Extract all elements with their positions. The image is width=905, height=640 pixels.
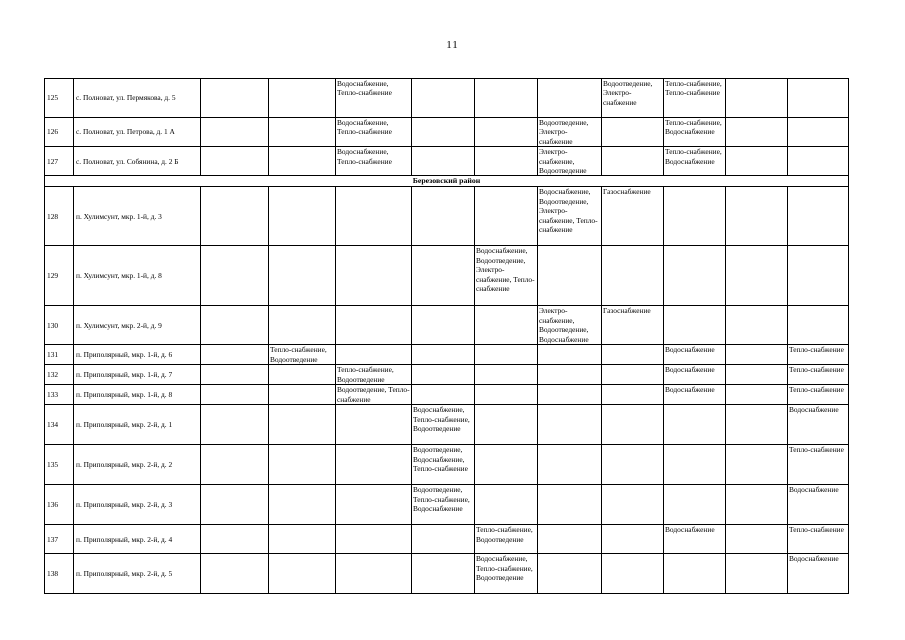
year-cell (538, 385, 602, 405)
year-cell (475, 118, 538, 147)
year-cell (269, 525, 336, 554)
year-cell (201, 147, 269, 176)
table-row (45, 365, 849, 385)
row-number: 134 (45, 405, 74, 445)
year-cell (412, 118, 475, 147)
year-cell (269, 306, 336, 345)
year-cell (602, 118, 664, 147)
year-cell (475, 187, 538, 246)
year-cell (336, 554, 412, 594)
year-cell (602, 405, 664, 445)
year-cell (602, 345, 664, 365)
year-cell (602, 485, 664, 525)
year-cell (412, 79, 475, 118)
year-cell: Водоотведение, Тепло-снабжение (337, 385, 410, 404)
row-number: 136 (45, 485, 74, 525)
year-cell (201, 118, 269, 147)
year-cell (664, 306, 726, 345)
table-row (45, 118, 849, 147)
year-cell (201, 79, 269, 118)
row-number: 135 (45, 445, 74, 485)
year-cell: Водоснабжение, Водоотведение, Электро-снабжение, Тепло-снабжение (538, 187, 602, 246)
year-cell (412, 385, 475, 405)
building-address: с. Полноват, ул. Собянина, д. 2 Б (74, 147, 201, 176)
year-cell (726, 345, 788, 365)
year-cell (336, 246, 412, 306)
year-cell: Водоснабжение, Тепло-снабжение, Водоотведение (475, 554, 538, 594)
year-cell (664, 246, 726, 306)
row-number: 138 (45, 554, 74, 594)
year-cell: Водоснабжение, Тепло-снабжение, Водоотведение (412, 405, 475, 445)
year-cell: Водоотведение, Электро-снабжение (538, 118, 602, 147)
year-cell: Водоснабжение (664, 525, 726, 554)
year-cell (726, 445, 788, 485)
year-cell (201, 306, 269, 345)
year-cell (538, 79, 602, 118)
year-cell: Газоснабжение (602, 306, 664, 345)
year-cell (475, 385, 538, 405)
year-cell (201, 385, 269, 405)
row-number: 131 (45, 345, 74, 365)
year-cell: Водоснабжение (664, 365, 726, 385)
table-row (45, 405, 849, 445)
year-cell (726, 79, 788, 118)
year-cell (412, 554, 475, 594)
section-header-row (45, 176, 849, 187)
year-cell (538, 554, 602, 594)
building-address: п. Хулимсунт, мкр. 1-й, д. 3 (74, 187, 201, 246)
row-number: 127 (45, 147, 74, 176)
year-cell (201, 554, 269, 594)
table-row (45, 485, 849, 525)
year-cell (726, 306, 788, 345)
year-cell (269, 385, 336, 405)
year-cell: Тепло-снабжение, Водоснабжение (664, 147, 726, 176)
row-number: 128 (45, 187, 74, 246)
year-cell (269, 445, 336, 485)
year-cell (726, 385, 788, 405)
row-number: 126 (45, 118, 74, 147)
year-cell (726, 405, 788, 445)
year-cell (336, 445, 412, 485)
year-cell: Водоснабжение, Тепло-снабжение (336, 118, 412, 147)
year-cell (538, 485, 602, 525)
year-cell (336, 525, 412, 554)
year-cell (201, 345, 269, 365)
year-cell: Тепло-снабжение (788, 445, 849, 485)
year-cell (412, 187, 475, 246)
year-cell (412, 246, 475, 306)
table-row (45, 306, 849, 345)
year-cell (602, 445, 664, 485)
year-cell (269, 246, 336, 306)
year-cell (538, 525, 602, 554)
row-number: 133 (45, 385, 74, 405)
row-number: 137 (45, 525, 74, 554)
repair-schedule-table (44, 78, 849, 594)
year-cell (269, 118, 336, 147)
building-address: п. Хулимсунт, мкр. 1-й, д. 8 (74, 246, 201, 306)
building-address: п. Приполярный, мкр. 1-й, д. 8 (74, 385, 201, 405)
year-cell: Тепло-снабжение, Водоотведение (475, 525, 538, 554)
year-cell (538, 365, 602, 385)
table-row (45, 345, 849, 365)
year-cell (602, 365, 664, 385)
building-address: п. Хулимсунт, мкр. 2-й, д. 9 (74, 306, 201, 345)
year-cell (269, 187, 336, 246)
year-cell: Водоотведение, Электро-снабжение (602, 79, 664, 118)
year-cell (726, 187, 788, 246)
table-row (45, 246, 849, 306)
year-cell (602, 147, 664, 176)
year-cell (726, 147, 788, 176)
year-cell (412, 525, 475, 554)
building-address: с. Полноват, ул. Пермякова, д. 5 (74, 79, 201, 118)
year-cell (788, 79, 849, 118)
year-cell (726, 118, 788, 147)
year-cell: Водоснабжение, Тепло-снабжение (336, 147, 412, 176)
year-cell (726, 525, 788, 554)
year-cell (726, 554, 788, 594)
year-cell (726, 485, 788, 525)
year-cell (201, 405, 269, 445)
table-row (45, 385, 849, 405)
year-cell (412, 365, 475, 385)
year-cell (788, 246, 849, 306)
year-cell (538, 405, 602, 445)
page-number: 11 (446, 39, 459, 51)
year-cell (664, 405, 726, 445)
year-cell (664, 445, 726, 485)
year-cell (726, 246, 788, 306)
year-cell (475, 306, 538, 345)
year-cell (269, 147, 336, 176)
year-cell (538, 246, 602, 306)
year-cell: Водоснабжение, Тепло-снабжение (336, 79, 412, 118)
year-cell (269, 405, 336, 445)
table-row (45, 187, 849, 246)
year-cell (412, 306, 475, 345)
year-cell (475, 445, 538, 485)
year-cell: Тепло-снабжение (788, 385, 849, 405)
year-cell (269, 79, 336, 118)
year-cell (336, 306, 412, 345)
year-cell (475, 365, 538, 385)
year-cell: Водоснабжение (788, 405, 849, 445)
year-cell (664, 187, 726, 246)
year-cell: Тепло-снабжение, Водоснабжение (664, 118, 726, 147)
year-cell (538, 345, 602, 365)
year-cell (788, 306, 849, 345)
year-cell (475, 79, 538, 118)
year-cell: Тепло-снабжение (788, 365, 849, 385)
year-cell (201, 525, 269, 554)
year-cell: Водоснабжение (664, 345, 726, 365)
year-cell (336, 187, 412, 246)
year-cell: Водоотведение, Тепло-снабжение, Водоснабжение (412, 485, 475, 525)
year-cell (412, 147, 475, 176)
row-number: 130 (45, 306, 74, 345)
year-cell: Электро-снабжение, Водоотведение (538, 147, 602, 176)
building-address: п. Приполярный, мкр. 2-й, д. 1 (74, 405, 201, 445)
year-cell: Водоснабжение (788, 485, 849, 525)
year-cell: Тепло-снабжение (788, 525, 849, 554)
year-cell (201, 187, 269, 246)
year-cell: Тепло-снабжение (788, 345, 849, 365)
year-cell: Тепло-снабжение, Тепло-снабжение (664, 79, 726, 118)
year-cell: Электро-снабжение, Водоотведение, Водоснабжение (538, 306, 602, 345)
year-cell (664, 485, 726, 525)
year-cell: Водоснабжение (788, 554, 849, 594)
year-cell (475, 485, 538, 525)
building-address: п. Приполярный, мкр. 2-й, д. 4 (74, 525, 201, 554)
building-address: п. Приполярный, мкр. 2-й, д. 2 (74, 445, 201, 485)
section-title: Березовский район (45, 176, 849, 187)
year-cell (336, 345, 412, 365)
year-cell: Водоснабжение (664, 385, 726, 405)
year-cell (602, 525, 664, 554)
table-row (45, 79, 849, 118)
year-cell (788, 118, 849, 147)
row-number: 132 (45, 365, 74, 385)
year-cell (726, 365, 788, 385)
year-cell (269, 365, 336, 385)
year-cell (269, 485, 336, 525)
building-address: п. Приполярный, мкр. 2-й, д. 5 (74, 554, 201, 594)
table-row (45, 147, 849, 176)
building-address: п. Приполярный, мкр. 2-й, д. 3 (74, 485, 201, 525)
year-cell (602, 246, 664, 306)
year-cell: Тепло-снабжение, Водоотведение (336, 365, 412, 385)
year-cell (201, 445, 269, 485)
year-cell: Газоснабжение (602, 187, 664, 246)
year-cell (336, 405, 412, 445)
building-address: п. Приполярный, мкр. 1-й, д. 7 (74, 365, 201, 385)
year-cell (201, 365, 269, 385)
year-cell (664, 554, 726, 594)
year-cell (475, 147, 538, 176)
year-cell: Тепло-снабжение, Водоотведение (269, 345, 336, 365)
row-number: 125 (45, 79, 74, 118)
building-address: п. Приполярный, мкр. 1-й, д. 6 (74, 345, 201, 365)
year-cell (201, 246, 269, 306)
building-address: с. Полноват, ул. Петрова, д. 1 А (74, 118, 201, 147)
table-row (45, 445, 849, 485)
year-cell (602, 554, 664, 594)
year-cell (412, 345, 475, 365)
year-cell: Водоотведение, Водоснабжение, Тепло-снабжение (412, 445, 475, 485)
table-body (45, 79, 849, 594)
year-cell (201, 485, 269, 525)
year-cell (788, 187, 849, 246)
year-cell (475, 345, 538, 365)
table-row (45, 554, 849, 594)
year-cell (538, 445, 602, 485)
row-number: 129 (45, 246, 74, 306)
year-cell (475, 405, 538, 445)
year-cell (602, 385, 664, 405)
year-cell (788, 147, 849, 176)
year-cell (269, 554, 336, 594)
year-cell: Водоснабжение, Водоотведение, Электро-снабжение, Тепло-снабжение (475, 246, 538, 306)
year-cell (336, 485, 412, 525)
table-row (45, 525, 849, 554)
